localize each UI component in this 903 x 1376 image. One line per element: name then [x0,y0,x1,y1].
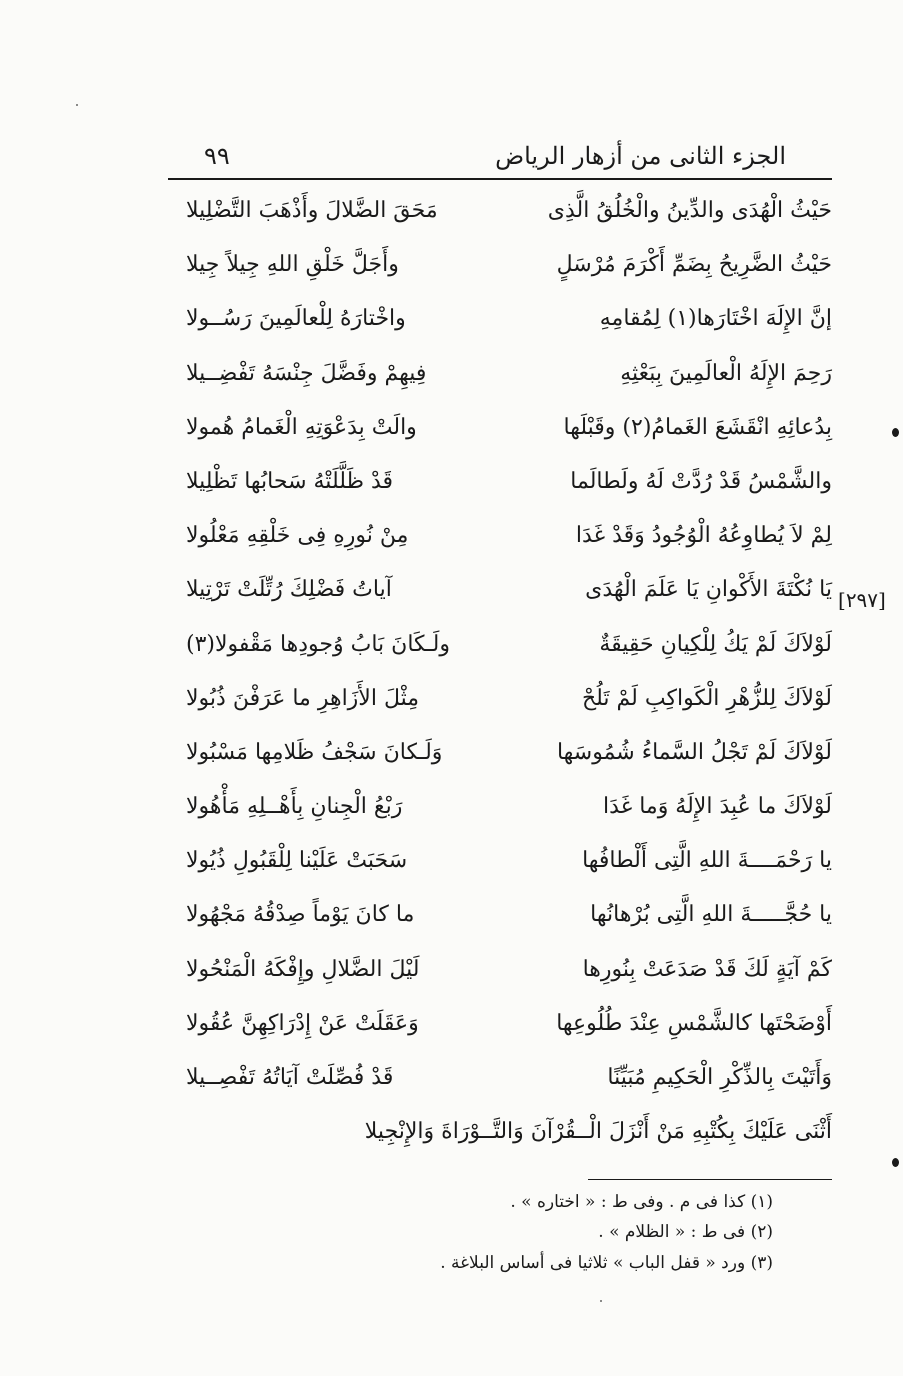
verse-first-hemistich: يا رَحْمَــــةَ اللهِ الَّتِى أَلْطافُها [582,848,832,874]
footnote-rule [588,1179,832,1180]
verse-first-hemistich: يَا نُكْتَةَ الأَكْوانِ يَا عَلَمَ الْهُدَى [585,577,832,603]
verse-line [168,1055,832,1109]
verse-first-hemistich: لَوْلاَكَ لَمْ تَجْلُ السَّماءُ شُمُوسَها [556,739,832,765]
verse-second-hemistich: مِثْلَ الأَزَاهِرِ ما عَرَفْنَ ذُبُولا [186,685,420,711]
verse-line [168,838,832,892]
verse-second-hemistich: لَيْلَ الضَّلالِ وإِفْكَهُ الْمَنْحُولا [186,956,420,982]
verse-first-hemistich: لَوْلاَكَ لَمْ يَكُ لِلْكِيانِ حَقِيقَةٌ [599,631,832,657]
verse-second-hemistich: مِنْ نُورِهِ فِى خَلْقِهِ مَعْلُولا [186,523,409,549]
verse-second-hemistich: والَتْ بِدَعْوَتِهِ الْغَمامُ هُمولا [186,414,417,440]
verse-first-hemistich: لَوْلاَكَ ما عُبِدَ الإِلَهُ وَما غَدَا [603,794,832,820]
footnote: (٢) فى ط : « الظلام » . [598,1222,773,1242]
verse-second-hemistich: وَعَقَلَتْ عَنْ إِدْرَاكِهِنَّ عُقُولا [186,1010,419,1036]
verse-line [168,947,832,1001]
verse-line [168,242,832,296]
verse-line [168,622,832,676]
verse-second-hemistich: وَلَـكانَ سَجْفُ ظَلامِها مَسْبُولا [186,739,443,765]
verse-line [168,459,832,513]
margin-dot [892,428,899,437]
verse-line [168,784,832,838]
verse-first-hemistich: رَحِمَ الإِلَهُ الْعالَمِينَ بِبَعْثِهِ [620,360,832,386]
verse-first-hemistich: أَوْضَحْتَها كالشَّمْسِ عِنْدَ طُلُوعِها [556,1010,832,1036]
verse-first-hemistich: والشَّمْسُ قَدْ رُدَّتْ لَهُ ولَطالَما [570,468,832,494]
verse-line-full [168,1109,832,1163]
verse-line [168,567,832,621]
verse-first-hemistich: بِدُعائِهِ انْقَشَعَ الغَمامُ(٢) وقَبْلَها [563,414,832,440]
page-header [168,140,832,176]
verse-first-hemistich: لَوْلاَكَ لِلزُّهْرِ الْكَواكِبِ لَمْ تَلُحْ [581,685,832,711]
margin-dot [892,1158,899,1167]
verse-second-hemistich: ولَـكَانَ بَابُ وُجودِها مَقْفولا(٣) [186,631,450,657]
page-number: ٩٩ [204,142,230,170]
verse-second-hemistich: وأَجَلَّ خَلْقِ اللهِ جِيلاً جِيلا [186,252,399,278]
verse-line [168,188,832,242]
verse-first-hemistich: حَيْثُ الضَّرِيحُ بِضَمِّ أَكْرَمَ مُرْسَلٍ [556,252,832,278]
verse-first-hemistich: وَأَتَيْتَ بِالذِّكْرِ الْحَكِيمِ مُبَيِّنًا [607,1065,832,1090]
verse-first-hemistich: لِمْ لاَ يُطاوِعُهُ الْوُجُودُ وَقَدْ غَدَا [575,523,832,549]
verse-second-hemistich: مَحَقَ الضَّلالَ وأَذْهَبَ التَّضْلِيلا [186,198,438,223]
verse-first-hemistich: حَيْثُ الْهُدَى والدِّينُ والْخُلُقُ الَّذِى [547,198,832,223]
footnote: (٣) ورد « قفل الباب » ثلاثيا فى أساس البلاغة . [440,1253,773,1273]
verse-second-hemistich: واخْتارَهُ لِلْعالَمِينَ رَسُــولا [186,306,406,332]
verse-line [168,1001,832,1055]
verse-second-hemistich: فِيهِمْ وفَضَّلَ جِنْسَهُ تَفْضِــيلا [186,360,427,386]
verse-second-hemistich: قَدْ فُصِّلَتْ آيَاتُهُ تَفْصِــيلا [186,1065,394,1090]
verse-first-hemistich: إنَّ الإِلَهَ اخْتَارَها(١) لِمُقامِهِ [599,306,832,332]
verse-line [168,296,832,350]
verse-line [168,351,832,405]
verse-line [168,730,832,784]
verse-second-hemistich: قَدْ ظَلَّلَتْهُ سَحابُها تَظْلِيلا [186,468,394,494]
speck [600,1300,602,1302]
running-title: الجزء الثانى من أزهار الرياض [495,142,786,170]
poem [168,188,832,1163]
verse-line [168,405,832,459]
header-rule [168,178,832,180]
footnote: (١) كذا فى م . وفى ط : « اختاره » . [510,1192,773,1212]
verse-line [168,676,832,730]
speck [76,104,78,106]
verse-second-hemistich: رَبْعُ الْجِنانِ بِأَهْــلِهِ مَأْهُولا [186,794,403,820]
verse-full-line: أَثْنَى عَلَيْكَ بِكُتْبِهِ مَنْ أَنْزَلَ الْــقُرْآنَ وَالتَّــوْرَاةَ وَالإِنْجِيلا [364,1119,832,1145]
verse-first-hemistich: يا حُجَّـــــةَ اللهِ الَّتِى بُرْهانُها [590,902,832,928]
verse-line [168,513,832,567]
verse-first-hemistich: كَمْ آيَةٍ لَكَ قَدْ صَدَعَتْ بِنُورِها [582,956,832,982]
verse-second-hemistich: آياتُ فَضْلِكَ رُتِّلَتْ تَرْتِيلا [186,577,392,603]
verse-second-hemistich: سَحَبَتْ عَلَيْنا لِلْقَبُولِ ذُيُولا [186,848,408,874]
verse-second-hemistich: ما كانَ يَوْماً صِدْقُهُ مَجْهُولا [186,902,415,928]
margin-page-reference: [٢٩٧] [838,588,886,612]
verse-line [168,892,832,946]
